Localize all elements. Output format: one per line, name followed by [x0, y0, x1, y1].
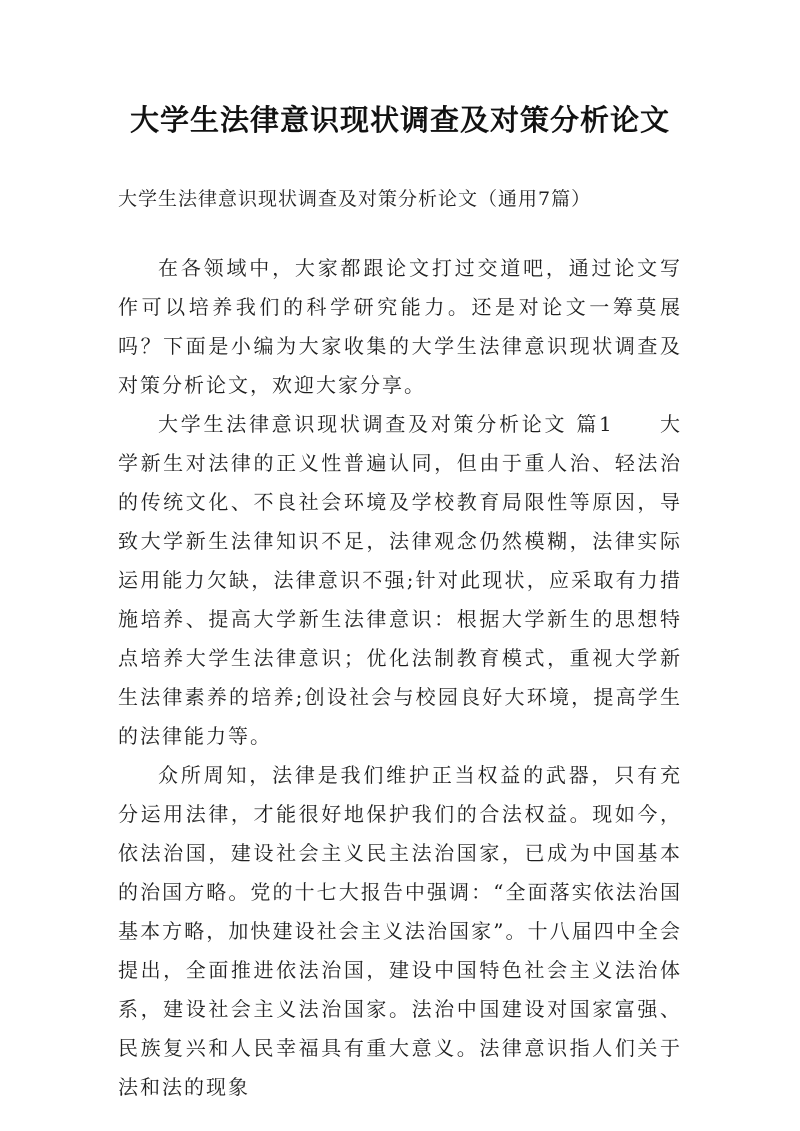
document-body: [118, 249, 682, 1107]
document-title: 大学生法律意识现状调查及对策分析论文: [129, 103, 670, 137]
paragraph-article-1: 大学生法律意识现状调查及对策分析论文 篇1 大学新生对法律的正义性普遍认同，但由于重人治、轻法治的传统文化、不良社会环境及学校教育局限性等原因，导致大学新生法律知识不足，法律观念仍然模糊，法律实际运用能力欠缺，法律意识不强;针对此现状，应采取有力措施培养、提高大学新生法律意识：根据大学新生的思想特点培养大学生法律意识；优化法制教育模式，重视大学新生法律素养的培养;创设社会与校园良好大环境，提高学生的法律能力等。: [118, 412, 682, 748]
paragraph-intro: 在各领域中，大家都跟论文打过交道吧，通过论文写作可以培养我们的科学研究能力。还是对论文一筹莫展吗？下面是小编为大家收集的大学生法律意识现状调查及对策分析论文，欢迎大家分享。: [118, 256, 682, 397]
paragraph-body: 众所周知，法律是我们维护正当权益的武器，只有充分运用法律，才能很好地保护我们的合法权益。现如今，依法治国，建设社会主义民主法治国家，已成为中国基本的治国方略。党的十七大报告中强调：“全面落实依法治国基本方略，加快建设社会主义法治国家”。十八届四中全会提出，全面推进依法治国，建设中国特色社会主义法治体系，建设社会主义法治国家。法治中国建设对国家富强、民族复兴和人民幸福具有重大意义。法律意识指人们关于法和法的现象: [118, 763, 682, 1099]
document-subtitle: 大学生法律意识现状调查及对策分析论文（通用7篇）: [118, 188, 592, 210]
